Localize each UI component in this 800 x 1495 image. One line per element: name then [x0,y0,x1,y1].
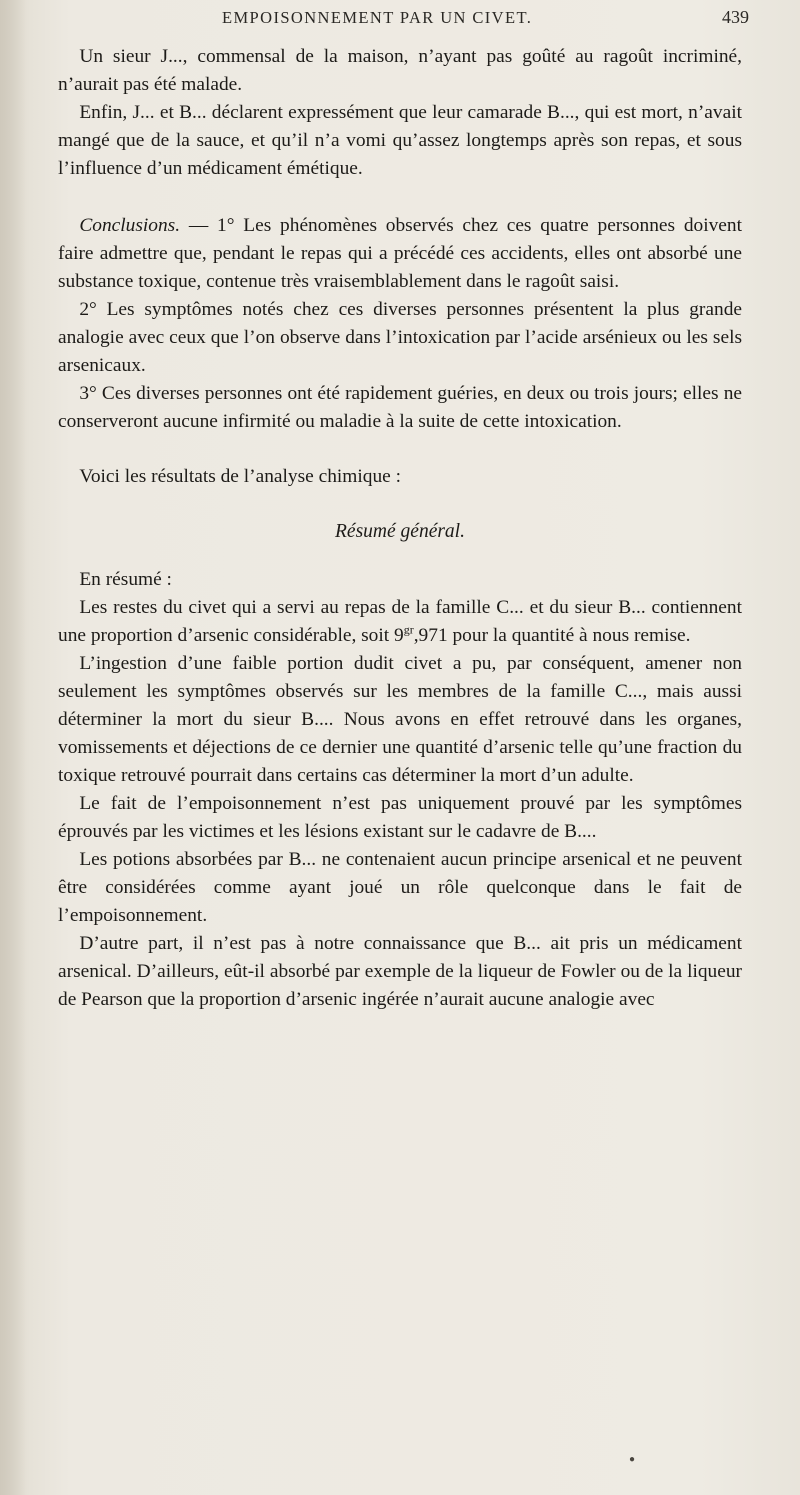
paragraph-summary-ingestion: L’ingestion d’une faible portion dudit civet a pu, par conséquent, amener non seulement les symptômes observés sur les membres de la famille C..., mais aussi déterminer la mort du sieur B.... Nous avons en effet retrouvé dans les organes, vomissements et déjections de ce dernier une quantité d’arsenic telle qu’une fraction du toxique retrouvé pourrait dans certains cas déterminer la mort d’un adulte. [58,653,742,786]
conclusions-label: Conclusions. [79,215,181,236]
paragraph-summary-potions: Les potions absorbées par B... ne contenaient aucun principe arsenical et ne peuvent être considérées comme ayant joué un rôle quelconque dans le fait de l’empoisonnement. [58,849,742,926]
page-body [58,43,742,1014]
paragraph-summary-medication: D’autre part, il n’est pas à notre connaissance que B... ait pris un médicament arsenical. D’ailleurs, eût-il absorbé par exemple de la liqueur de Fowler ou de la liqueur de Pearson que la proportion d’arsenic ingérée n’aurait aucune analogie avec [58,933,742,1010]
section-heading-summary: Résumé général. [335,521,465,542]
running-head [0,8,800,34]
paragraph-commensal: Un sieur J..., commensal de la maison, n’ayant pas goûté au ragoût incriminé, n’aurait pas été malade. [58,46,742,95]
paragraph-conclusion-1 [58,212,742,296]
paragraph-summary-lead: En résumé : [79,569,172,590]
summary-quantity-before: Les restes du civet qui a servi au repas de la famille C... et du sieur B... contiennent une proportion d’arsenic considérable, soit 9 [58,597,742,646]
conclusion-1-text: — 1° Les phénomènes observés chez ces quatre personnes doivent faire admettre que, pendant le repas qui a précédé ces accidents, elles ont absorbé une substance toxique, contenue très vraisemblablement dans le ragoût saisi. [58,215,742,292]
paragraph-summary-arsenic-quantity [58,594,742,650]
paragraph-summary-proof: Le fait de l’empoisonnement n’est pas uniquement prouvé par les symptômes éprouvés par les victimes et les lésions existant sur le cadavre de B.... [58,793,742,842]
paragraph-analysis-intro: Voici les résultats de l’analyse chimique : [79,466,401,487]
paragraph-conclusion-2: 2° Les symptômes notés chez ces diverses personnes présentent la plus grande analogie avec ceux que l’on observe dans l’intoxication par l’acide arsénieux ou les sels arsenicaux. [58,299,742,376]
paragraph-conclusion-3: 3° Ces diverses personnes ont été rapidement guéries, en deux ou trois jours; elles ne conserveront aucune infirmité ou maladie à la suite de cette intoxication. [58,383,742,432]
gram-unit-superscript: gr [403,622,414,637]
paragraph-declaration: Enfin, J... et B... déclarent expressément que leur camarade B..., qui est mort, n’avait mangé que de la sauce, et qu’il n’a vomi qu’assez longtemps après son repas, et sous l’influence d’un médicament émétique. [58,102,742,179]
summary-quantity-after: ,971 pour la quantité à nous remise. [413,625,691,646]
binding-shadow [0,0,26,1495]
running-title: EMPOISONNEMENT PAR UN CIVET. [222,8,533,27]
ink-dot-mark: ● [629,1454,636,1465]
page-number: 439 [722,7,749,27]
